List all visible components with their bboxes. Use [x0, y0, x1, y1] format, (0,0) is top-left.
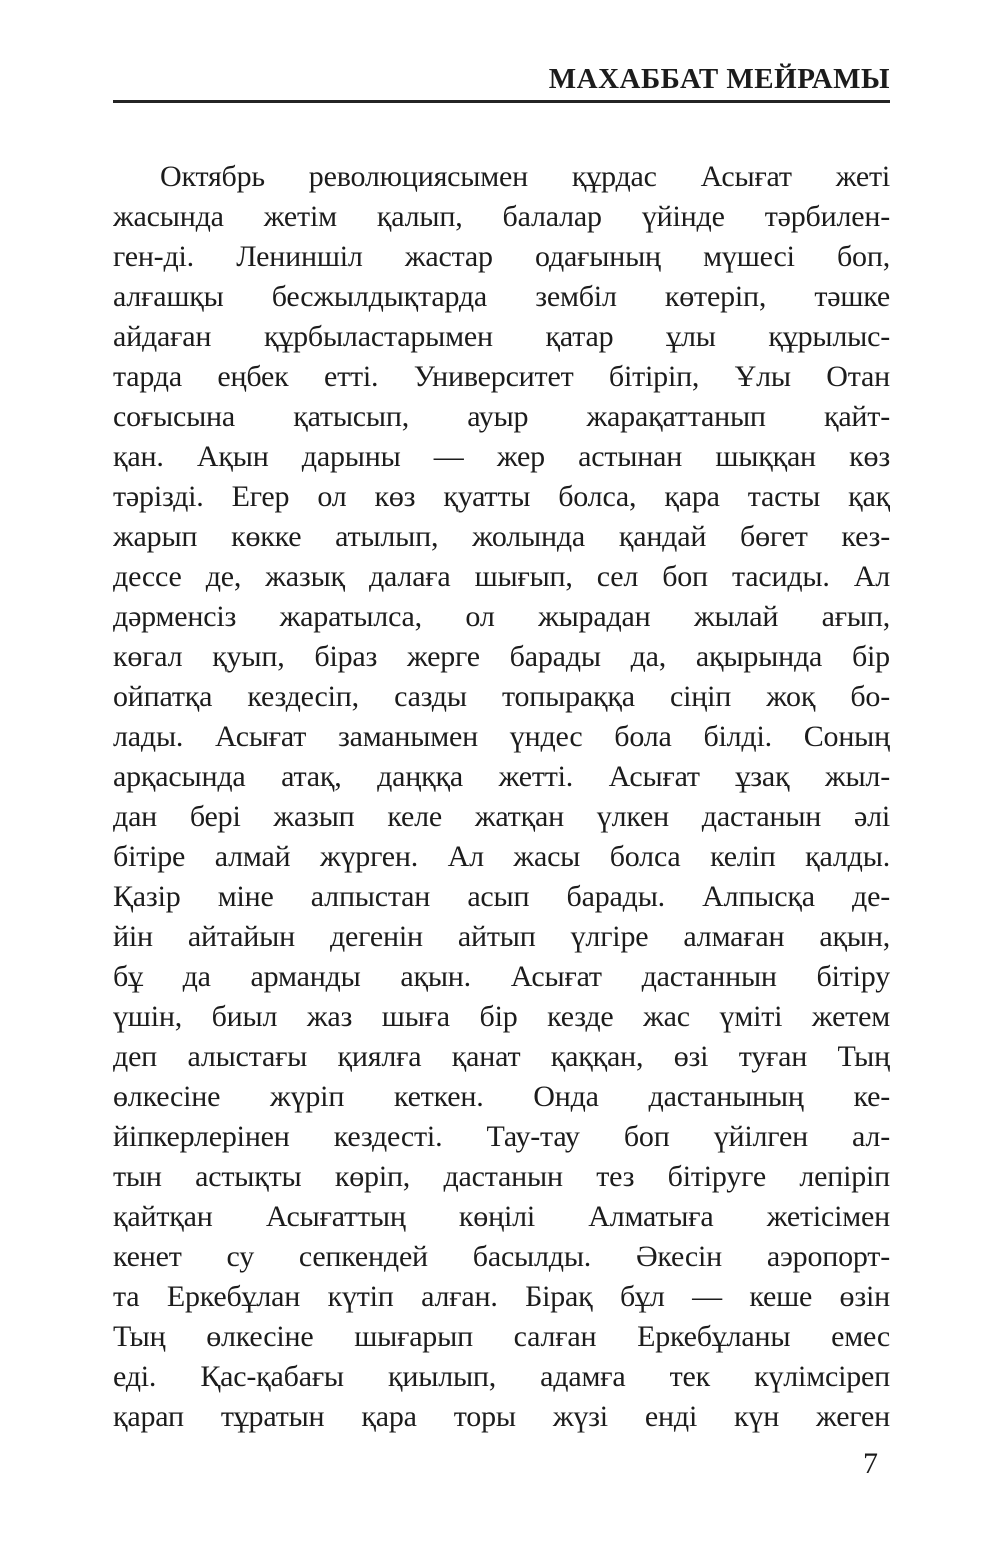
text-line: йін айтайын дегенін айтып үлгіре алмаған ақын,: [113, 920, 890, 953]
text-line: үшін, биыл жаз шыға бір кезде жас үміті жетем: [113, 1000, 890, 1033]
text-line: кенет су сепкендей басылды. Әкесін аэропорт-: [113, 1240, 890, 1273]
text-line: айдаған құрбыластарымен қатар ұлы құрылыс-: [113, 320, 890, 353]
text-line: та Еркебұлан күтіп алған. Бірақ бұл — кеше өзін: [113, 1280, 890, 1313]
text-line: ойпатқа кездесіп, сазды топыраққа сіңіп жоқ бо-: [113, 680, 890, 713]
text-line: Қазір міне алпыстан асып барады. Алпысқа де-: [113, 880, 890, 913]
text-line: өлкесіне жүріп кеткен. Онда дастанының ке-: [113, 1080, 890, 1113]
text-line: бітіре алмай жүрген. Ал жасы болса келіп қалды.: [113, 840, 890, 873]
text-line: дессе де, жазық далаға шығып, сел боп тасиды. Ал: [113, 560, 890, 593]
text-line: көгал қуып, біраз жерге барады да, ақырында бір: [113, 640, 890, 673]
text-line: ген-ді. Лениншіл жастар одағының мүшесі боп,: [113, 240, 890, 273]
text-line: лады. Асығат заманымен үндес бола білді. Соның: [113, 720, 890, 753]
page-number: 7: [863, 1447, 878, 1480]
text-line: тарда еңбек етті. Университет бітіріп, Ұлы Отан: [113, 360, 890, 393]
text-line: қан. Ақын дарыны — жер астынан шыққан көз: [113, 440, 890, 473]
body-text: [113, 157, 890, 1437]
text-line: соғысына қатысып, ауыр жарақаттанып қайт-: [113, 400, 890, 433]
text-line: дан бері жазып келе жатқан үлкен дастанын әлі: [113, 800, 890, 833]
text-line: бұ да арманды ақын. Асығат дастаннын бітіру: [113, 960, 890, 993]
text-line: жарып көкке атылып, жолында қандай бөгет кез-: [113, 520, 890, 553]
text-line: дәрменсіз жаратылса, ол жырадан жылай ағып,: [113, 600, 890, 633]
text-line: йіпкерлерінен кездесті. Тау-тау боп үйілген ал-: [113, 1120, 890, 1153]
text-line: Тың өлкесіне шығарып салған Еркебұланы емес: [113, 1320, 890, 1353]
text-line: тәрізді. Егер ол көз қуатты болса, қара тасты қақ: [113, 480, 890, 513]
text-line: тын астықты көріп, дастанын тез бітіруге лепіріп: [113, 1160, 890, 1193]
text-line: қайтқан Асығаттың көңілі Алматыға жетісімен: [113, 1200, 890, 1233]
text-line: Октябрь революциясымен құрдас Асығат жеті: [160, 160, 890, 193]
text-line: жасында жетім қалып, балалар үйінде тәрбилен-: [113, 200, 890, 233]
text-line: қарап тұратын қара торы жүзі енді күн жеген: [113, 1400, 890, 1433]
text-line: алғашқы бесжылдықтарда зембіл көтеріп, тәшке: [113, 280, 890, 313]
text-line: деп алыстағы қиялға қанат қаққан, өзі туған Тың: [113, 1040, 890, 1073]
header-rule: [113, 100, 890, 103]
text-line: еді. Қас-қабағы қиылып, адамға тек күлімсіреп: [113, 1360, 890, 1393]
running-head-title: МАХАББАТ МЕЙРАМЫ: [548, 63, 890, 95]
text-line: арқасында атақ, даңққа жетті. Асығат ұзақ жыл-: [113, 760, 890, 793]
